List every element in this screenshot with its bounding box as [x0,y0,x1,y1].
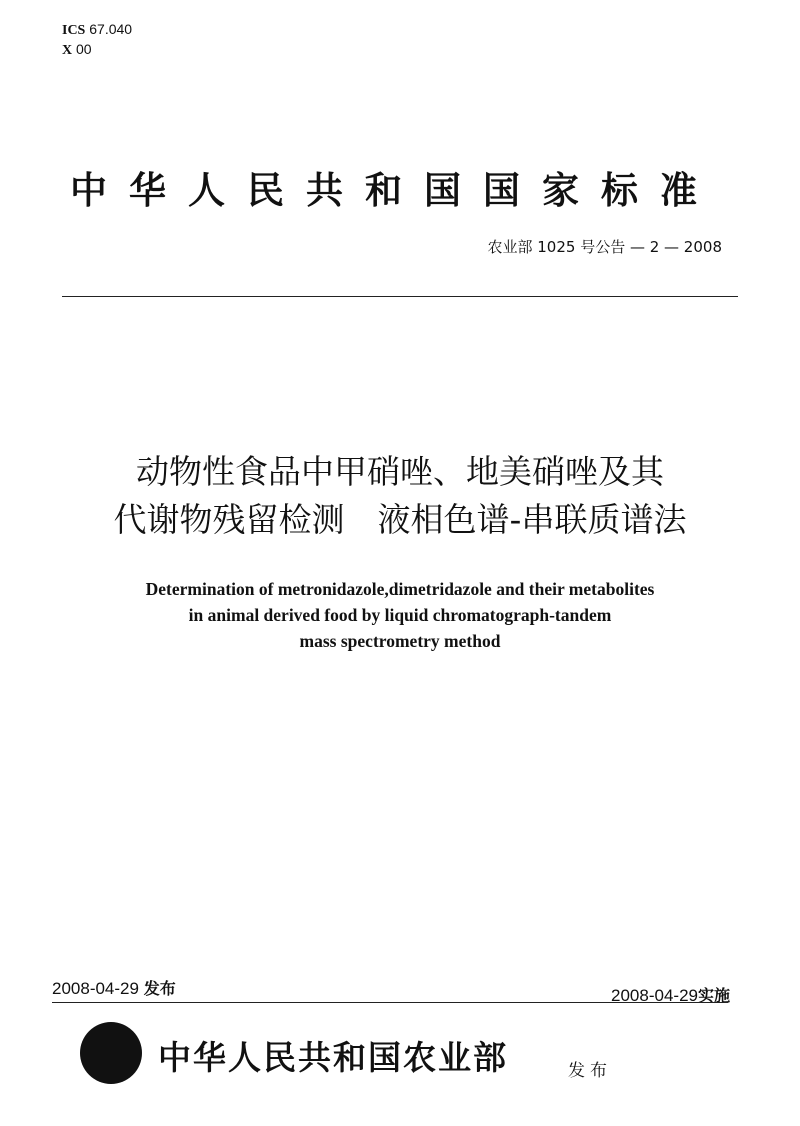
title-english-line-3: mass spectrometry method [299,631,501,651]
ics-line [62,20,132,40]
class-code: 00 [76,41,92,57]
title-english-line-1: Determination of metronidazole,dimetridazole and their metabolites [145,579,655,599]
ics-label: ICS [62,23,86,38]
footer-divider [52,1002,728,1003]
issue-date-value: 2008-04-29 [52,979,139,998]
ics-block [62,20,132,60]
title-english-line-2: in animal derived food by liquid chromatograph-tandem [188,605,612,625]
title-chinese [50,448,750,544]
publisher-action: 发布 [568,1061,612,1081]
header-divider [62,296,738,297]
national-standard-heading: 中华人民共和国国家标准 [70,168,719,212]
class-line [62,40,132,60]
standard-number: 农业部 1025 号公告 — 2 — 2008 [487,238,722,256]
effective-date-value: 2008-04-29 [611,986,698,1005]
title-english [60,576,740,654]
ministry-emblem-icon [80,1022,142,1084]
issue-date-label: 发布 [143,979,176,998]
effective-date-label: 实施 [697,986,730,1005]
ics-code: 67.040 [89,21,133,37]
class-label: X [62,43,73,58]
publisher-name: 中华人民共和国农业部 [158,1038,508,1077]
issue-date [52,976,176,999]
title-chinese-line-2: 代谢物残留检测 液相色谱-串联质谱法 [113,500,687,539]
title-chinese-line-1: 动物性食品中甲硝唑、地美硝唑及其 [136,452,664,491]
